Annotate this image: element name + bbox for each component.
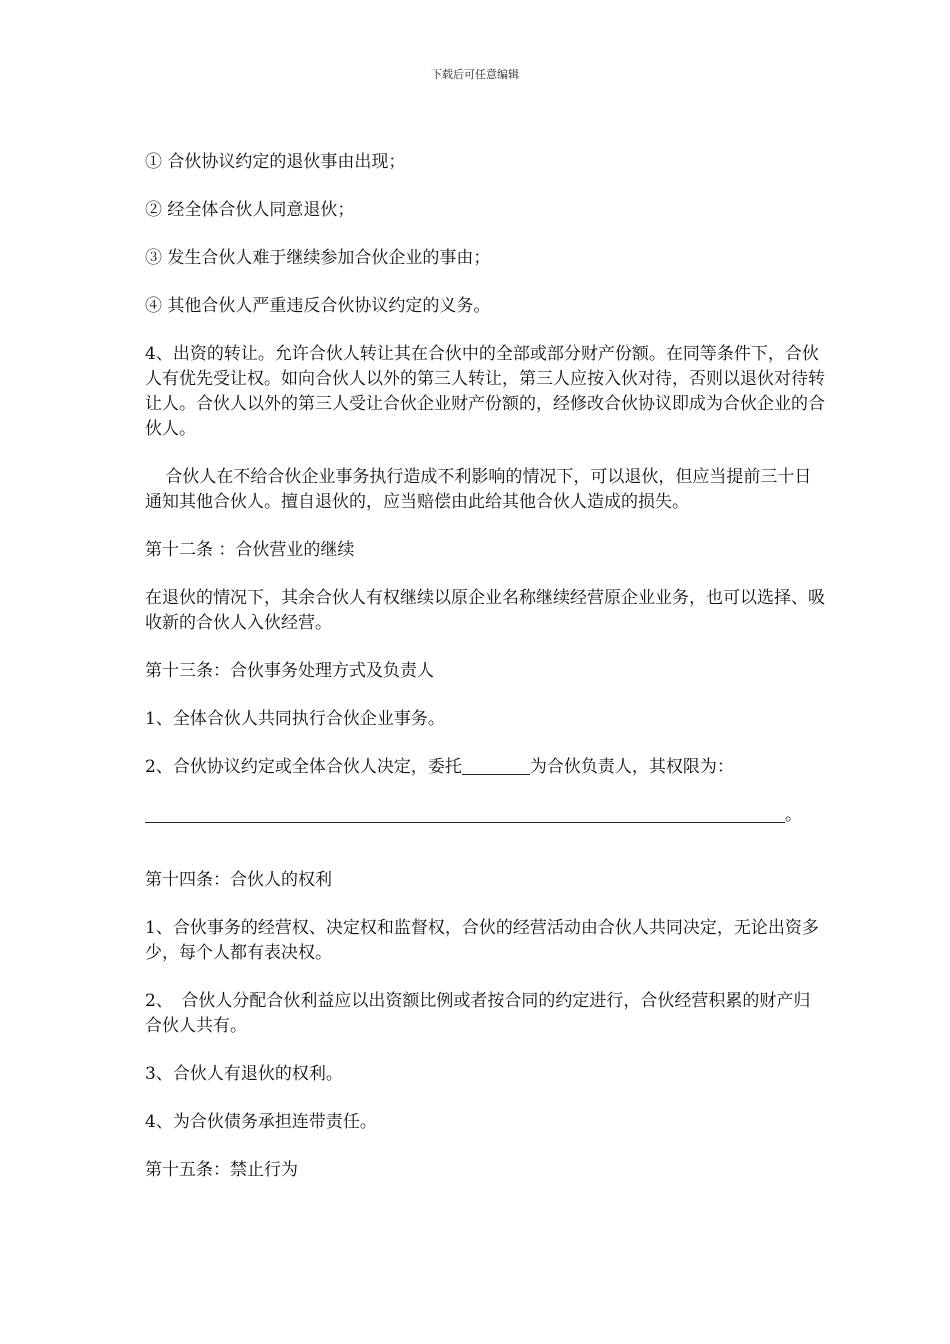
article-14-item-1: 1、合伙事务的经营权、决定权和监督权，合伙的经营活动由合伙人共同决定，无论出资多少，每个人都有表决权。	[145, 918, 819, 963]
article-12-body: 在退伙的情况下，其余合伙人有权继续以原企业名称继续经营原企业业务，也可以选择、吸收新的合伙人入伙经营。	[145, 588, 825, 633]
withdrawal-reason-1: ① 合伙协议约定的退伙事由出现；	[145, 152, 406, 172]
article-13-item-1: 1、全体合伙人共同执行合伙企业事务。	[145, 709, 445, 729]
capital-transfer-paragraph: 4、出资的转让。允许合伙人转让其在合伙中的全部或部分财产份额。在同等条件下，合伙人有优先受让权。如向合伙人以外的第三人转让，第三人应按入伙对待，否则以退伙对待转让人。合伙人以外的第三人受让合伙企业财产份额的，经修改合伙协议即成为合伙企业的合伙人。	[145, 344, 825, 439]
article-14-item-3: 3、合伙人有退伙的权利。	[145, 1064, 343, 1084]
article-14-item-2: 2、 合伙人分配合伙利益应以出资额比例或者按合同的约定进行，合伙经营积累的财产归合伙人共有。	[145, 991, 811, 1036]
representative-blank	[462, 756, 530, 775]
article-13-title: 第十三条：合伙事务处理方式及负责人	[145, 661, 434, 681]
article-14-item-4: 4、为合伙债务承担连带责任。	[145, 1112, 377, 1132]
authority-blank	[145, 804, 785, 823]
article-12-title: 第十二条 ：合伙营业的继续	[145, 540, 355, 560]
article-13-item-2	[145, 755, 825, 780]
article-14-title: 第十四条：合伙人的权利	[145, 870, 332, 890]
article-13-item-2-text: 2、合伙协议约定或全体合伙人决定，委托	[145, 757, 462, 777]
withdrawal-reason-2: ② 经全体合伙人同意退伙；	[145, 200, 355, 220]
authority-line-end: 。	[785, 805, 802, 825]
document-body	[145, 150, 825, 1183]
article-13-item-2-suffix: 为合伙负责人，其权限为：	[529, 757, 734, 777]
page-header: 下载后可任意编辑	[431, 68, 519, 81]
withdrawal-reason-3: ③ 发生合伙人难于继续参加合伙企业的事由；	[145, 248, 491, 268]
authority-fill-line	[145, 803, 825, 828]
article-15-title: 第十五条：禁止行为	[145, 1160, 298, 1180]
withdrawal-reason-4: ④ 其他合伙人严重违反合伙协议约定的义务。	[145, 296, 491, 316]
voluntary-withdrawal-paragraph: 合伙人在不给合伙企业事务执行造成不利影响的情况下，可以退伙，但应当提前三十日通知其他合伙人。擅自退伙的，应当赔偿由此给其他合伙人造成的损失。	[145, 467, 812, 512]
